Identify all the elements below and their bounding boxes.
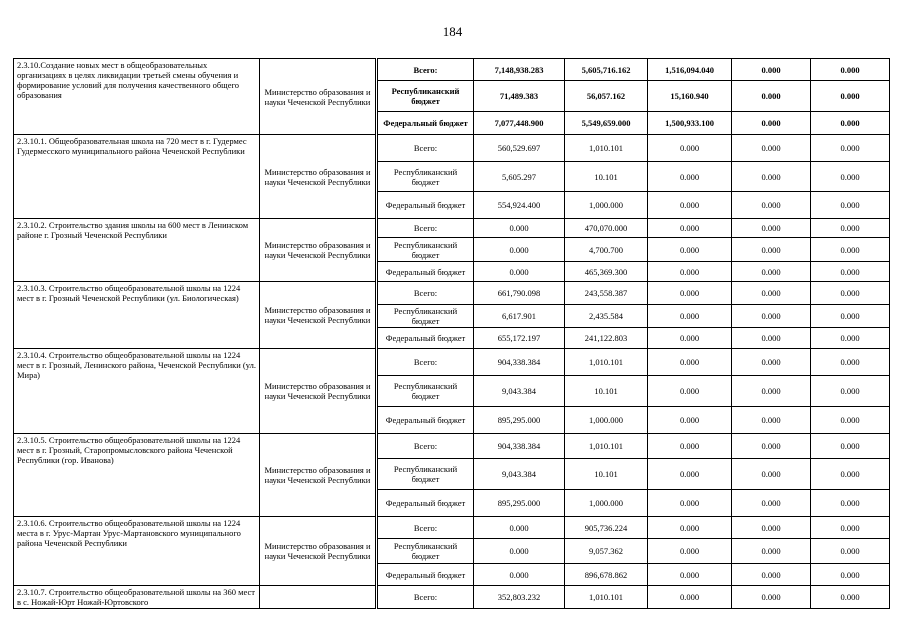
amount-cell: 0.000 [732, 459, 811, 490]
table-row [14, 586, 890, 609]
amount-cell: 465,369.300 [565, 262, 648, 282]
amount-cell: 0.000 [811, 434, 890, 459]
amount-cell: 0.000 [732, 192, 811, 219]
amount-cell: 1,000.000 [565, 407, 648, 434]
amount-cell: 1,000.000 [565, 490, 648, 517]
amount-cell: 0.000 [732, 539, 811, 564]
amount-cell: 0.000 [648, 407, 732, 434]
amount-cell: 470,070.000 [565, 219, 648, 238]
amount-cell: 0.000 [732, 135, 811, 162]
funding-source-label: Республиканский бюджет [378, 459, 474, 490]
measure-name: 2.3.10.3. Строительство общеобразовательной школы на 1224 мест в г. Грозный Чеченской Республики (ул. Биологическая) [14, 282, 260, 349]
amount-cell: 0.000 [811, 407, 890, 434]
amount-cell: 904,338.384 [474, 434, 565, 459]
amount-cell: 0.000 [732, 219, 811, 238]
amount-cell: 56,057.162 [565, 81, 648, 112]
amount-cell: 0.000 [648, 586, 732, 609]
funding-source-label: Республиканский бюджет [378, 162, 474, 192]
amount-cell: 0.000 [811, 328, 890, 349]
amount-cell: 0.000 [648, 459, 732, 490]
amount-cell: 4,700.700 [565, 238, 648, 262]
measure-name: 2.3.10.7. Строительство общеобразовательной школы на 360 мест в с. Ножай-Юрт Ножай-Юртовского [14, 586, 260, 609]
amount-cell: 0.000 [648, 135, 732, 162]
amount-cell: 0.000 [811, 238, 890, 262]
amount-cell: 7,148,938.283 [474, 59, 565, 81]
amount-cell: 0.000 [648, 349, 732, 376]
amount-cell: 0.000 [811, 192, 890, 219]
amount-cell: 560,529.697 [474, 135, 565, 162]
page-number: 184 [442, 24, 463, 39]
amount-cell: 0.000 [811, 490, 890, 517]
measure-name: 2.3.10.1. Общеобразовательная школа на 720 мест в г. Гудермес Гудермесского муниципального района Чеченской Республики [14, 135, 260, 219]
responsible-ministry: Министерство образования и науки Чеченской Республики [260, 135, 376, 219]
funding-source-label: Республиканский бюджет [378, 305, 474, 328]
funding-source-label: Федеральный бюджет [378, 192, 474, 219]
amount-cell: 7,077,448.900 [474, 112, 565, 135]
amount-cell: 0.000 [811, 135, 890, 162]
amount-cell: 0.000 [732, 376, 811, 407]
funding-source-label: Федеральный бюджет [378, 407, 474, 434]
table-row [14, 349, 890, 376]
funding-source-label: Всего: [378, 586, 474, 609]
amount-cell: 0.000 [648, 490, 732, 517]
amount-cell: 0.000 [811, 282, 890, 305]
amount-cell: 0.000 [732, 81, 811, 112]
amount-cell: 0.000 [648, 219, 732, 238]
amount-cell: 243,558.387 [565, 282, 648, 305]
funding-source-label: Всего: [378, 349, 474, 376]
amount-cell: 905,736.224 [565, 517, 648, 539]
amount-cell: 1,516,094.040 [648, 59, 732, 81]
amount-cell: 0.000 [732, 305, 811, 328]
responsible-ministry: Министерство образования и науки Чеченской Республики [260, 349, 376, 434]
table-row [14, 135, 890, 162]
amount-cell: 1,010.101 [565, 434, 648, 459]
amount-cell: 352,803.232 [474, 586, 565, 609]
amount-cell: 661,790.098 [474, 282, 565, 305]
amount-cell: 0.000 [732, 586, 811, 609]
funding-source-label: Республиканский бюджет [378, 539, 474, 564]
amount-cell: 0.000 [811, 219, 890, 238]
responsible-ministry: Министерство образования и науки Чеченской Республики [260, 219, 376, 282]
amount-cell: 0.000 [732, 407, 811, 434]
amount-cell: 0.000 [732, 434, 811, 459]
amount-cell: 0.000 [811, 517, 890, 539]
funding-source-label: Всего: [378, 282, 474, 305]
amount-cell: 895,295.000 [474, 490, 565, 517]
amount-cell: 9,057.362 [565, 539, 648, 564]
amount-cell: 904,338.384 [474, 349, 565, 376]
budget-table [13, 58, 890, 609]
funding-source-label: Всего: [378, 517, 474, 539]
funding-source-label: Федеральный бюджет [378, 564, 474, 586]
amount-cell: 0.000 [732, 328, 811, 349]
amount-cell: 0.000 [732, 59, 811, 81]
amount-cell: 241,122.803 [565, 328, 648, 349]
table-row [14, 59, 890, 81]
amount-cell: 1,010.101 [565, 135, 648, 162]
amount-cell: 0.000 [732, 238, 811, 262]
amount-cell: 0.000 [732, 490, 811, 517]
amount-cell: 10.101 [565, 162, 648, 192]
amount-cell: 0.000 [732, 282, 811, 305]
amount-cell: 0.000 [648, 192, 732, 219]
funding-source-label: Федеральный бюджет [378, 490, 474, 517]
funding-source-label: Республиканский бюджет [378, 376, 474, 407]
funding-source-label: Всего: [378, 135, 474, 162]
amount-cell: 0.000 [648, 539, 732, 564]
table-row [14, 434, 890, 459]
amount-cell: 0.000 [648, 517, 732, 539]
amount-cell: 0.000 [811, 539, 890, 564]
responsible-ministry [260, 586, 376, 609]
table-row [14, 219, 890, 238]
funding-source-label: Федеральный бюджет [378, 112, 474, 135]
amount-cell: 0.000 [474, 539, 565, 564]
amount-cell: 10.101 [565, 459, 648, 490]
amount-cell: 0.000 [732, 349, 811, 376]
amount-cell: 0.000 [811, 305, 890, 328]
amount-cell: 0.000 [811, 162, 890, 192]
amount-cell: 0.000 [648, 262, 732, 282]
amount-cell: 895,295.000 [474, 407, 565, 434]
amount-cell: 0.000 [474, 564, 565, 586]
measure-name: 2.3.10.4. Строительство общеобразовательной школы на 1224 мест в г. Грозный, Ленинского района, Чеченской Республики (ул. Мира) [14, 349, 260, 434]
amount-cell: 1,010.101 [565, 349, 648, 376]
amount-cell: 0.000 [811, 59, 890, 81]
funding-source-label: Федеральный бюджет [378, 328, 474, 349]
amount-cell: 0.000 [732, 162, 811, 192]
measure-name: 2.3.10.6. Строительство общеобразовательной школы на 1224 места в г. Урус-Мартан Урус-Мартановского муниципального района Чеченской Республики [14, 517, 260, 586]
amount-cell: 9,043.384 [474, 459, 565, 490]
amount-cell: 5,605,716.162 [565, 59, 648, 81]
measure-name: 2.3.10.5. Строительство общеобразовательной школы на 1224 мест в г. Грозный, Старопромысловского района Чеченской Республики (гор. Иванова) [14, 434, 260, 517]
amount-cell: 5,605.297 [474, 162, 565, 192]
amount-cell: 0.000 [648, 162, 732, 192]
amount-cell: 0.000 [811, 262, 890, 282]
amount-cell: 0.000 [648, 328, 732, 349]
amount-cell: 0.000 [732, 112, 811, 135]
amount-cell: 0.000 [648, 564, 732, 586]
table-row [14, 517, 890, 539]
amount-cell: 0.000 [811, 112, 890, 135]
funding-source-label: Всего: [378, 59, 474, 81]
amount-cell: 0.000 [732, 517, 811, 539]
amount-cell: 0.000 [811, 459, 890, 490]
responsible-ministry: Министерство образования и науки Чеченской Республики [260, 59, 376, 135]
measure-name: 2.3.10.Создание новых мест в общеобразовательных организациях в целях ликвидации третьей смены обучения и формирование условий для получения качественного общего образования [14, 59, 260, 135]
amount-cell: 1,010.101 [565, 586, 648, 609]
amount-cell: 10.101 [565, 376, 648, 407]
responsible-ministry: Министерство образования и науки Чеченской Республики [260, 282, 376, 349]
amount-cell: 0.000 [474, 238, 565, 262]
amount-cell: 5,549,659.000 [565, 112, 648, 135]
amount-cell: 0.000 [811, 376, 890, 407]
amount-cell: 0.000 [474, 219, 565, 238]
amount-cell: 0.000 [474, 262, 565, 282]
amount-cell: 0.000 [648, 238, 732, 262]
amount-cell: 0.000 [811, 349, 890, 376]
amount-cell: 9,043.384 [474, 376, 565, 407]
amount-cell: 2,435.584 [565, 305, 648, 328]
amount-cell: 0.000 [474, 517, 565, 539]
amount-cell: 0.000 [648, 376, 732, 407]
amount-cell: 0.000 [811, 564, 890, 586]
amount-cell: 0.000 [732, 262, 811, 282]
funding-source-label: Всего: [378, 219, 474, 238]
funding-source-label: Всего: [378, 434, 474, 459]
amount-cell: 0.000 [811, 586, 890, 609]
funding-source-label: Федеральный бюджет [378, 262, 474, 282]
amount-cell: 0.000 [648, 282, 732, 305]
amount-cell: 554,924.400 [474, 192, 565, 219]
amount-cell: 1,000.000 [565, 192, 648, 219]
amount-cell: 896,678.862 [565, 564, 648, 586]
funding-source-label: Республиканский бюджет [378, 238, 474, 262]
amount-cell: 1,500,933.100 [648, 112, 732, 135]
amount-cell: 71,489.383 [474, 81, 565, 112]
amount-cell: 6,617.901 [474, 305, 565, 328]
measure-name: 2.3.10.2. Строительство здания школы на 600 мест в Ленинском районе г. Грозный Чеченской Республики [14, 219, 260, 282]
amount-cell: 0.000 [811, 81, 890, 112]
responsible-ministry: Министерство образования и науки Чеченской Республики [260, 434, 376, 517]
table-row [14, 282, 890, 305]
amount-cell: 655,172.197 [474, 328, 565, 349]
amount-cell: 0.000 [648, 305, 732, 328]
amount-cell: 15,160.940 [648, 81, 732, 112]
amount-cell: 0.000 [732, 564, 811, 586]
funding-source-label: Республиканский бюджет [378, 81, 474, 112]
amount-cell: 0.000 [648, 434, 732, 459]
responsible-ministry: Министерство образования и науки Чеченской Республики [260, 517, 376, 586]
